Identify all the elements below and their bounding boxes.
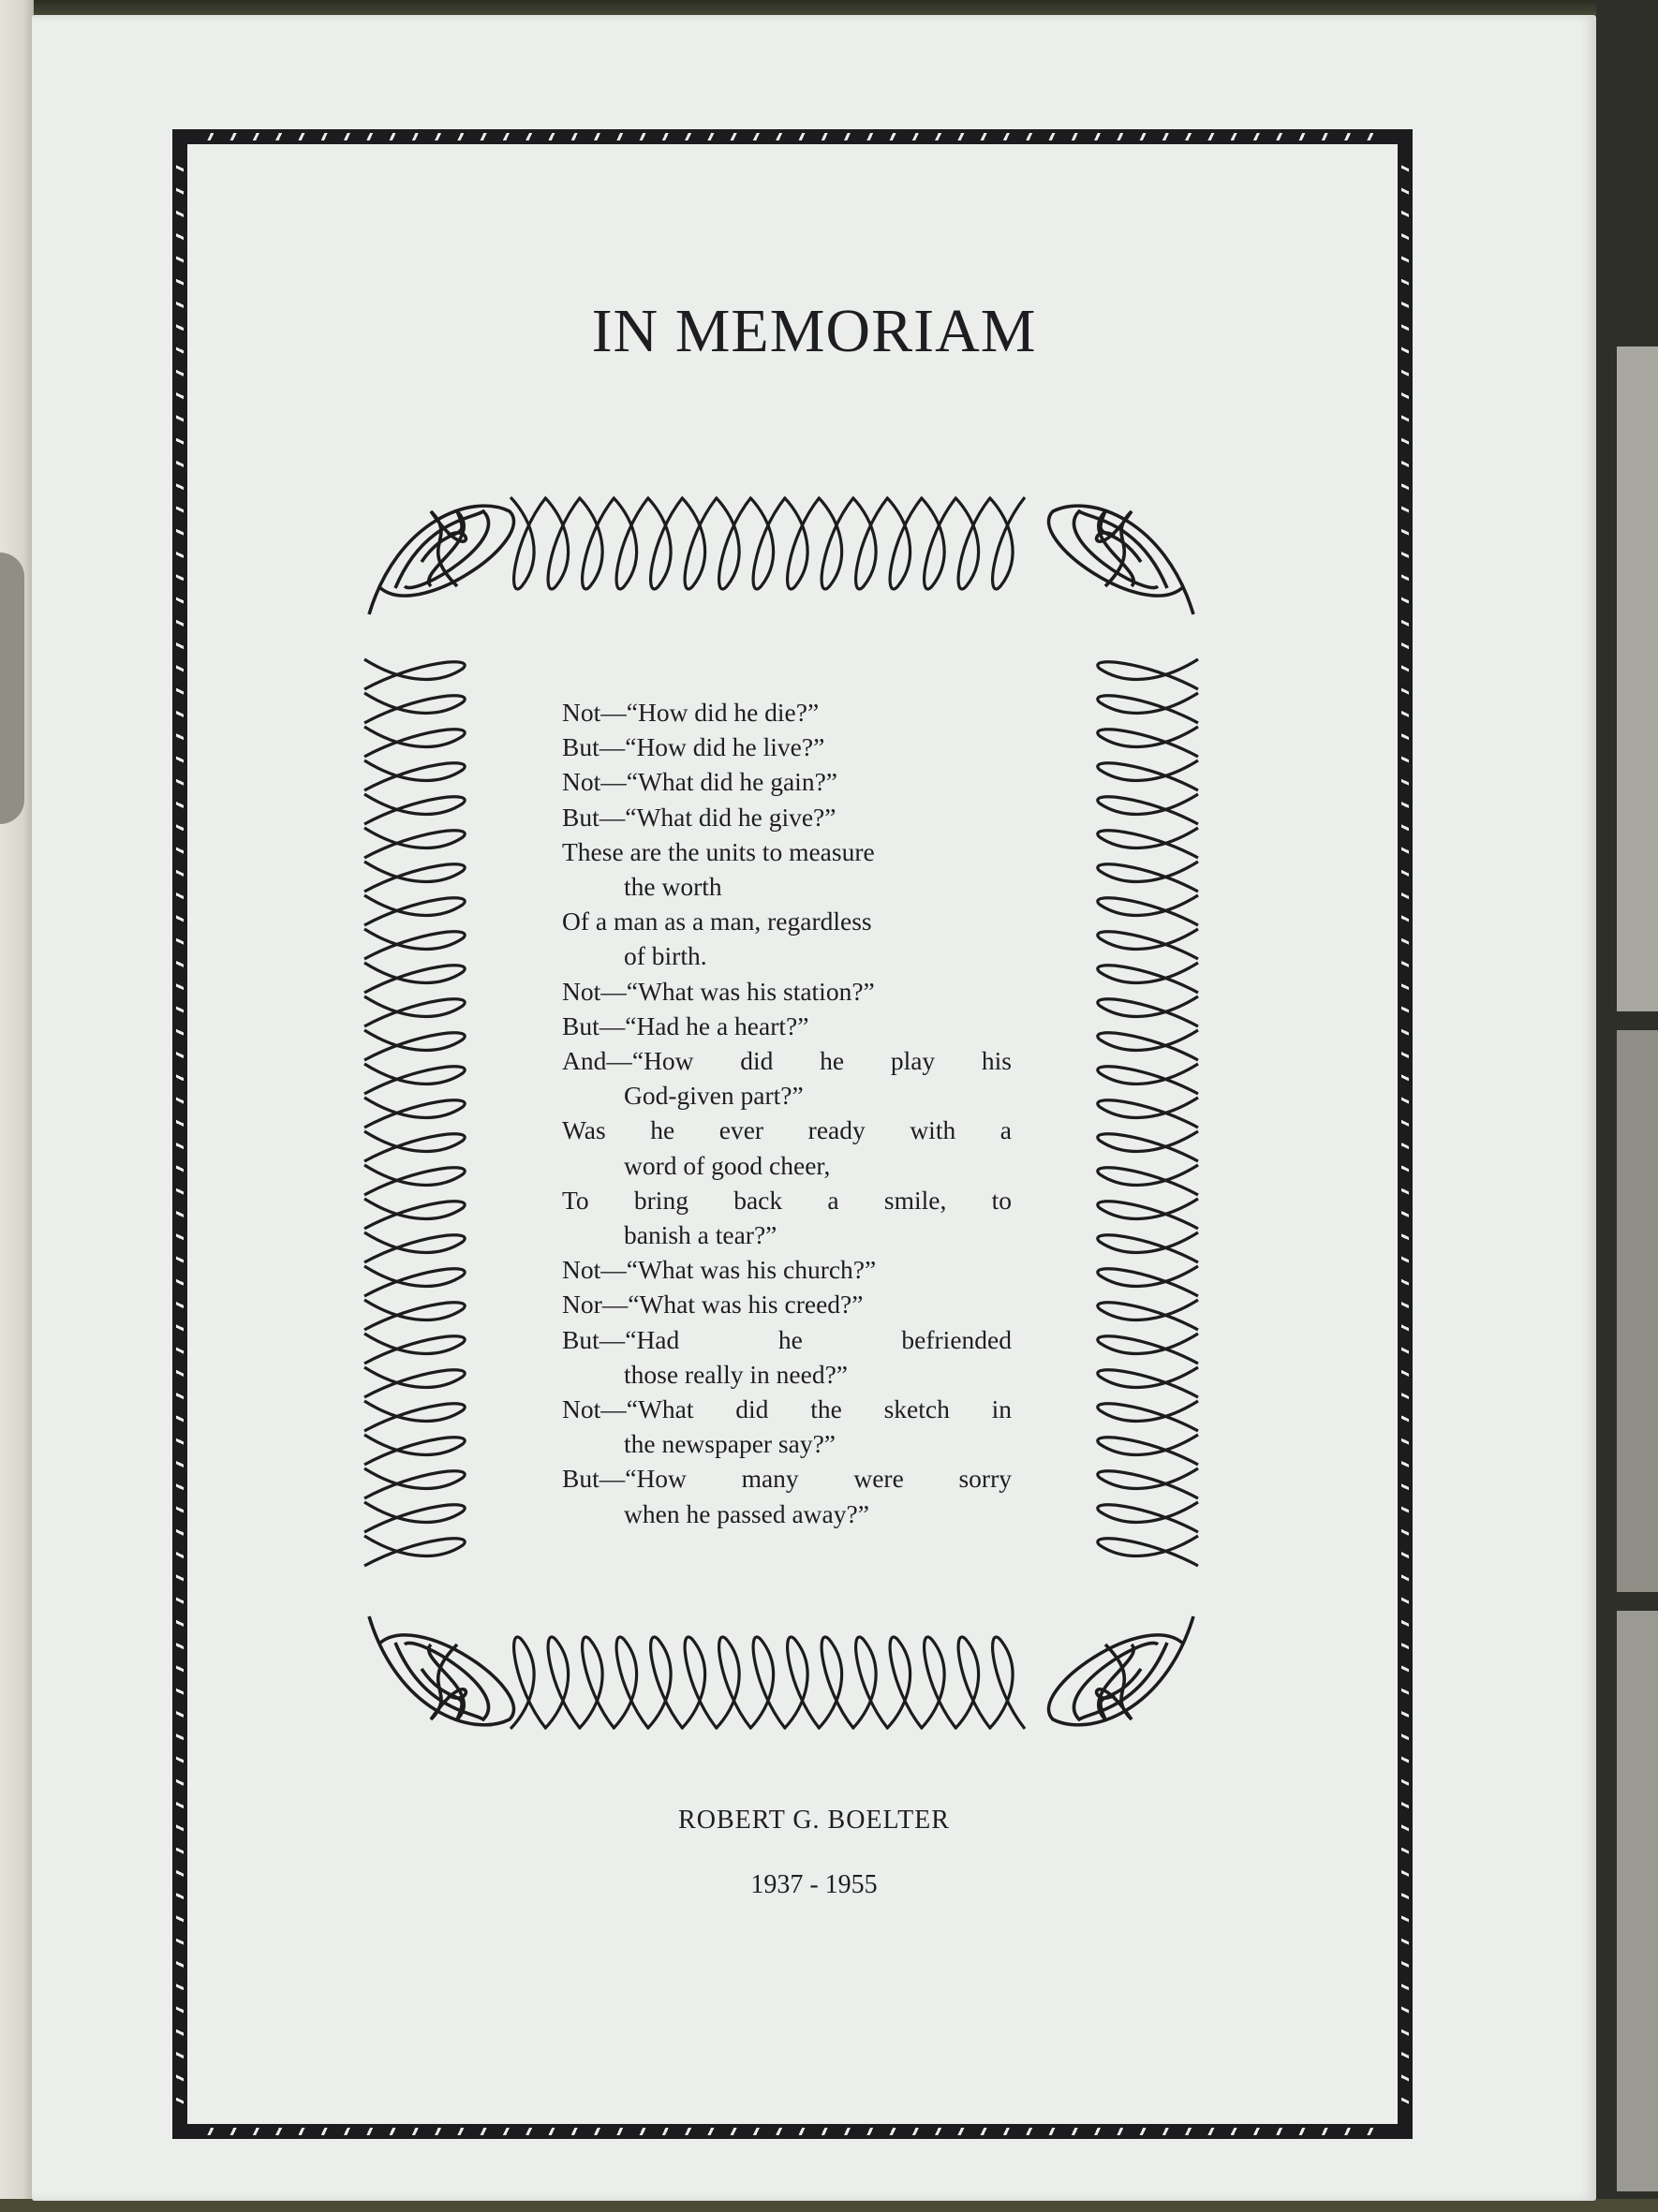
facing-photo-strip	[1617, 1611, 1658, 2191]
flourish-loop	[1098, 963, 1198, 993]
poem-line: Not—“What was his station?”	[562, 976, 875, 1006]
flourish-loop	[1098, 1098, 1198, 1128]
flourish-loop	[1098, 1536, 1198, 1566]
flourish-loop	[364, 1165, 465, 1195]
poem-line: word of good cheer,	[624, 1150, 831, 1180]
flourish-loop	[364, 659, 465, 689]
flourish-right-column	[1098, 659, 1198, 1566]
facing-photo-strip	[1617, 1030, 1658, 1592]
poem-line: But—“Had he befriended	[562, 1324, 1012, 1354]
flourish-loop	[989, 497, 1025, 589]
flourish-loop	[1098, 929, 1198, 959]
flourish-loop	[887, 497, 923, 589]
poem-line: the worth	[624, 872, 722, 902]
poem-line: Not—“What did the sketch in	[562, 1394, 1012, 1424]
flourish-loop	[647, 1637, 683, 1729]
flourish-loop	[750, 1637, 786, 1729]
flourish-loop	[1098, 1502, 1198, 1532]
book-spine-left	[0, 0, 34, 2212]
flourish-loop	[819, 1637, 854, 1729]
flourish-loop	[750, 497, 786, 589]
memorial-name: ROBERT G. BOELTER	[678, 1806, 950, 1835]
border-dash-top	[200, 133, 1384, 140]
flourish-loop	[364, 828, 465, 858]
flourish-loop	[682, 1637, 718, 1729]
flourish-loop	[511, 1637, 546, 1729]
memorial-years: 1937 - 1955	[750, 1870, 878, 1899]
flourish-corner-swirl	[1074, 511, 1167, 588]
flourish-loop	[1098, 828, 1198, 858]
flourish-loop	[364, 1367, 465, 1397]
flourish-loop	[364, 1232, 465, 1262]
flourish-loop	[1098, 1435, 1198, 1465]
poem-line: of birth.	[624, 941, 707, 971]
flourish-loop	[364, 1401, 465, 1431]
flourish-loop	[1098, 996, 1198, 1026]
flourish-corner-swirl	[395, 511, 488, 588]
poem-line: But—“Had he a heart?”	[562, 1010, 809, 1040]
flourish-loop	[364, 794, 465, 824]
flourish-loop	[955, 497, 991, 589]
book-bottom-edge	[0, 2199, 1658, 2212]
flourish-loop	[852, 1637, 888, 1729]
flourish-loop	[1098, 1300, 1198, 1330]
flourish-corner-swirl	[395, 1643, 488, 1719]
flourish-loop	[921, 1637, 956, 1729]
flourish-loop	[579, 1637, 614, 1729]
flourish-loop	[1098, 1468, 1198, 1498]
flourish-loop	[921, 497, 956, 589]
poem-line: when he passed away?”	[624, 1498, 869, 1528]
flourish-loop	[364, 1098, 465, 1128]
flourish-loop	[1098, 1401, 1198, 1431]
flourish-loop	[364, 1502, 465, 1532]
poem-line: Was he ever ready with a	[562, 1115, 1012, 1145]
poem-line: But—“How many were sorry	[562, 1464, 1012, 1494]
flourish-loop	[364, 895, 465, 925]
border-dash-bottom	[200, 2128, 1384, 2135]
poem-line: But—“How did he live?”	[562, 732, 825, 762]
flourish-loop	[1098, 1131, 1198, 1161]
flourish-loop	[682, 497, 718, 589]
flourish-loop	[887, 1637, 923, 1729]
flourish-loop	[1098, 1064, 1198, 1094]
flourish-loop	[1098, 1232, 1198, 1262]
flourish-loop	[364, 1334, 465, 1364]
flourish-loop	[716, 497, 751, 589]
poem-line: But—“What did he give?”	[562, 802, 836, 832]
flourish-loop	[364, 1030, 465, 1060]
memorial-poem	[562, 695, 1012, 1531]
spine-notch	[0, 553, 24, 824]
flourish-loop	[364, 929, 465, 959]
flourish-loop	[364, 1536, 465, 1566]
flourish-loop	[545, 1637, 581, 1729]
flourish-loop	[364, 1468, 465, 1498]
yearbook-page	[32, 15, 1596, 2201]
poem-line: the newspaper say?”	[624, 1429, 836, 1459]
flourish-loop	[1098, 1334, 1198, 1364]
flourish-bottom-row	[511, 1637, 1025, 1729]
flourish-loop	[364, 996, 465, 1026]
flourish-loop	[364, 727, 465, 757]
flourish-loop	[364, 760, 465, 790]
flourish-loop	[364, 1435, 465, 1465]
flourish-loop	[364, 1131, 465, 1161]
poem-line: banish a tear?”	[624, 1220, 777, 1250]
flourish-loop	[1098, 862, 1198, 892]
flourish-loop	[819, 497, 854, 589]
flourish-loop	[1098, 659, 1198, 689]
poem-line: Nor—“What was his creed?”	[562, 1290, 864, 1320]
flourish-loop	[1098, 760, 1198, 790]
poem-line: Not—“What was his church?”	[562, 1255, 877, 1285]
facing-page-edge	[1596, 0, 1658, 2212]
flourish-loop	[511, 497, 546, 589]
flourish-loop	[784, 1637, 820, 1729]
poem-line: These are the units to measure	[562, 836, 875, 866]
flourish-loop	[1098, 1367, 1198, 1397]
flourish-loop	[1098, 727, 1198, 757]
flourish-loop	[364, 862, 465, 892]
flourish-loop	[614, 497, 649, 589]
flourish-loop	[716, 1637, 751, 1729]
flourish-loop	[1098, 1165, 1198, 1195]
page-title: IN MEMORIAM	[591, 297, 1037, 365]
flourish-loop	[1098, 1030, 1198, 1060]
poem-line: To bring back a smile, to	[562, 1185, 1012, 1215]
poem-line: Not—“How did he die?”	[562, 698, 820, 727]
flourish-loop	[1098, 1266, 1198, 1296]
flourish-loop	[364, 1064, 465, 1094]
flourish-loop	[784, 497, 820, 589]
flourish-loop	[955, 1637, 991, 1729]
poem-line: those really in need?”	[624, 1359, 848, 1389]
flourish-loop	[364, 1300, 465, 1330]
poem-line: Not—“What did he gain?”	[562, 767, 837, 797]
flourish-loop	[647, 497, 683, 589]
flourish-loop	[364, 1199, 465, 1229]
poem-line: Of a man as a man, regardless	[562, 907, 872, 936]
flourish-loop	[1098, 693, 1198, 723]
flourish-loop	[614, 1637, 649, 1729]
facing-photo-strip	[1617, 347, 1658, 1011]
flourish-loop	[1098, 794, 1198, 824]
flourish-loop	[579, 497, 614, 589]
flourish-corner-swirl	[1074, 1643, 1167, 1719]
flourish-loop	[989, 1637, 1025, 1729]
flourish-loop	[852, 497, 888, 589]
flourish-loop	[1098, 895, 1198, 925]
flourish-loop	[364, 1266, 465, 1296]
poem-line: God-given part?”	[624, 1081, 804, 1111]
flourish-left-column	[364, 659, 465, 1566]
flourish-loop	[364, 963, 465, 993]
flourish-loop	[364, 693, 465, 723]
flourish-top-row	[511, 497, 1025, 589]
flourish-loop	[1098, 1199, 1198, 1229]
poem-line: And—“How did he play his	[562, 1046, 1012, 1076]
flourish-loop	[545, 497, 581, 589]
